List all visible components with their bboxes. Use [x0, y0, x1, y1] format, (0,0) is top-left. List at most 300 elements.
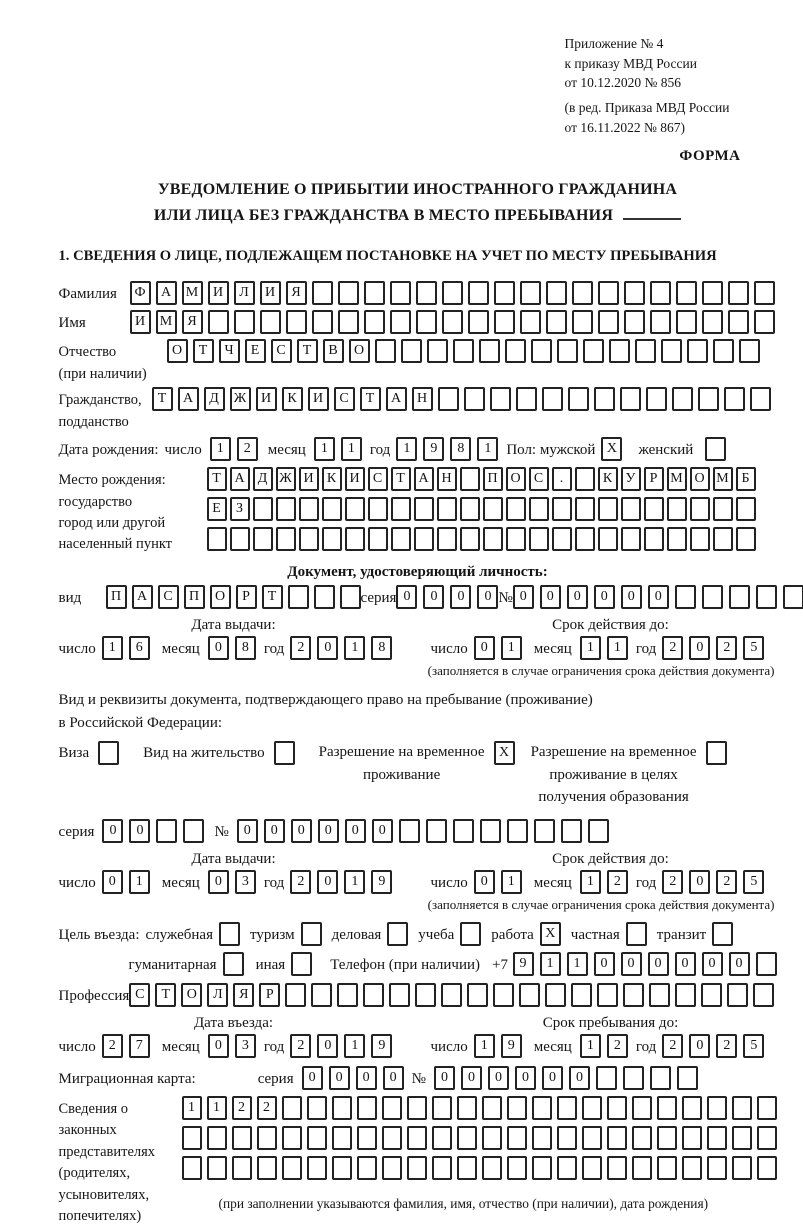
form-cell: [561, 819, 582, 843]
form-cell: [253, 527, 273, 551]
form-cell: [572, 281, 593, 305]
form-cell: И: [260, 281, 281, 305]
form-cell: 1: [567, 952, 588, 976]
form-cell: [288, 585, 309, 609]
field-patronymic: [59, 339, 777, 385]
form-cell: О: [210, 585, 231, 609]
form-cell: 0: [237, 819, 258, 843]
form-cell: [552, 527, 572, 551]
entry-date-heading: Дата въезда:: [193, 1014, 274, 1031]
form-cell: 0: [621, 952, 642, 976]
form-cell: [783, 585, 803, 609]
day-label: число: [164, 442, 202, 459]
surname-cells: [130, 281, 775, 305]
form-cell: [427, 339, 448, 363]
id-issue-year-cells: [290, 636, 392, 660]
form-cell: 2: [716, 1034, 737, 1058]
form-cell: 0: [621, 585, 642, 609]
rvp-issue-day-cells: [102, 870, 150, 894]
form-cell: [575, 497, 595, 521]
form-cell: 5: [743, 1034, 764, 1058]
purpose-study: учеба: [418, 922, 481, 946]
form-cell: 2: [662, 870, 683, 894]
visa-label: Виза: [58, 745, 90, 762]
form-cell: [757, 1156, 777, 1180]
form-cell: [453, 819, 474, 843]
form-cell: [382, 1156, 402, 1180]
form-cell: [453, 339, 474, 363]
sex-female-checkbox: [705, 437, 726, 461]
form-cell: [282, 1096, 302, 1120]
form-cell: [322, 497, 342, 521]
form-cell: С: [368, 467, 388, 491]
form-cell: [364, 310, 385, 334]
form-cell: [390, 281, 411, 305]
form-cell: П: [184, 585, 205, 609]
form-cell: [460, 497, 480, 521]
form-cell: [713, 497, 733, 521]
form-cell: [702, 310, 723, 334]
form-cell: 2: [607, 1034, 628, 1058]
form-cell: 6: [129, 636, 150, 660]
form-cell: Т: [152, 387, 173, 411]
form-cell: [701, 983, 722, 1007]
form-cell: [207, 1126, 227, 1150]
field-residence-doc-number: [59, 819, 777, 843]
form-cell: 0: [594, 585, 615, 609]
field-profession: [59, 983, 777, 1007]
form-cell: [598, 497, 618, 521]
form-cell: [457, 1096, 477, 1120]
form-cell: [675, 983, 696, 1007]
form-cell: [345, 527, 365, 551]
rvp-expiry-group: [431, 851, 791, 894]
purpose-commercial-checkbox: [387, 922, 408, 946]
form-cell: О: [349, 339, 370, 363]
form-cell: Р: [259, 983, 280, 1007]
birth-place-row3-cells: [207, 527, 756, 551]
form-cell: [416, 310, 437, 334]
form-cell: [232, 1126, 252, 1150]
form-cell: [357, 1126, 377, 1150]
form-cell: [727, 983, 748, 1007]
appendix-line-1: Приложение № 4: [564, 36, 664, 51]
form-cell: [713, 527, 733, 551]
form-cell: [597, 983, 618, 1007]
form-cell: [557, 339, 578, 363]
month-label: месяц: [533, 874, 572, 891]
form-cell: И: [208, 281, 229, 305]
form-cell: [676, 281, 697, 305]
form-cell: 0: [102, 819, 123, 843]
form-cell: [468, 281, 489, 305]
mc-number-cells: [434, 1066, 698, 1090]
id-kind-cells: [106, 585, 361, 609]
form-cell: [479, 339, 500, 363]
form-cell: 0: [208, 636, 229, 660]
form-cell: [182, 1156, 202, 1180]
month-label: месяц: [161, 640, 200, 657]
form-cell: [494, 281, 515, 305]
form-cell: [389, 983, 410, 1007]
form-cell: [650, 1066, 671, 1090]
form-cell: [732, 1126, 752, 1150]
stay-day-cells: [474, 1034, 522, 1058]
form-cell: [736, 527, 756, 551]
form-cell: [644, 527, 664, 551]
id-series-label: серия: [360, 589, 397, 606]
id-issue-group: [59, 617, 409, 660]
appendix-line-2: к приказу МВД России: [564, 55, 697, 71]
form-cell: [598, 310, 619, 334]
visa-checkbox: [98, 741, 119, 765]
residence-permit-label: Вид на жительство: [143, 745, 265, 762]
form-cell: 0: [594, 952, 615, 976]
form-cell: [624, 310, 645, 334]
temp-residence-edu-label: Разрешение на временное проживание в целях получения образования: [530, 744, 697, 806]
form-cell: [724, 387, 745, 411]
form-cell: [307, 1126, 327, 1150]
form-cell: [156, 819, 177, 843]
form-cell: 1: [344, 636, 365, 660]
form-cell: 0: [318, 819, 339, 843]
form-cell: [257, 1126, 277, 1150]
form-cell: 0: [474, 870, 495, 894]
form-cell: [661, 339, 682, 363]
form-cell: [698, 387, 719, 411]
form-cell: [183, 819, 204, 843]
phone-cells: [513, 952, 777, 976]
form-cell: [368, 497, 388, 521]
option-visa: [59, 741, 120, 765]
form-cell: [285, 983, 306, 1007]
form-cell: [635, 339, 656, 363]
form-cell: К: [322, 467, 342, 491]
form-cell: [756, 585, 777, 609]
form-cell: Т: [262, 585, 283, 609]
form-cell: [442, 310, 463, 334]
stay-month-cells: [580, 1034, 628, 1058]
residence-doc-heading: Вид и реквизиты документа, подтверждающего право на пребывание (проживание) в Российской Федерации:: [58, 691, 593, 732]
form-cell: [482, 1096, 502, 1120]
form-cell: 1: [580, 636, 601, 660]
form-cell: О: [167, 339, 188, 363]
form-cell: [757, 1126, 777, 1150]
form-cell: [582, 1096, 602, 1120]
form-cell: [575, 467, 595, 491]
form-cell: 0: [474, 636, 495, 660]
form-cell: [414, 497, 434, 521]
form-cell: Р: [644, 467, 664, 491]
form-cell: [757, 1096, 777, 1120]
residence-doc-dates: [59, 851, 777, 894]
form-cell: [707, 1126, 727, 1150]
form-cell: С: [129, 983, 150, 1007]
form-cell: 0: [208, 870, 229, 894]
form-cell: [382, 1096, 402, 1120]
purpose-transit-checkbox: [712, 922, 733, 946]
form-cell: [754, 281, 775, 305]
purpose-work: работа X: [491, 922, 561, 946]
rvp-number-label: №: [214, 823, 229, 840]
form-cell: [646, 387, 667, 411]
form-cell: [657, 1156, 677, 1180]
form-cell: [557, 1156, 577, 1180]
form-cell: Т: [207, 467, 227, 491]
entry-date-group: [59, 1015, 409, 1058]
form-cell: [542, 387, 563, 411]
form-cell: [687, 339, 708, 363]
rvp-issue-month-cells: [208, 870, 256, 894]
entry-year-cells: [290, 1034, 392, 1058]
form-cell: [507, 1126, 527, 1150]
birth-month-cells: [314, 437, 362, 461]
form-cell: 1: [477, 437, 498, 461]
phone-prefix: +7: [492, 956, 508, 973]
form-cell: [529, 527, 549, 551]
form-cell: [519, 983, 540, 1007]
purpose-private-checkbox: [626, 922, 647, 946]
form-cell: [732, 1156, 752, 1180]
form-cell: И: [299, 467, 319, 491]
form-cell: [506, 497, 526, 521]
form-cell: [568, 387, 589, 411]
form-cell: А: [156, 281, 177, 305]
birth-place-row2-cells: [207, 497, 756, 521]
form-title: [59, 177, 777, 230]
form-cell: .: [552, 467, 572, 491]
form-cell: А: [414, 467, 434, 491]
id-issue-heading: Дата выдачи:: [191, 616, 276, 633]
form-cell: [182, 1126, 202, 1150]
form-cell: [596, 1066, 617, 1090]
form-cell: [505, 339, 526, 363]
form-cell: А: [132, 585, 153, 609]
form-cell: 0: [461, 1066, 482, 1090]
mc-series-label: серия: [257, 1070, 294, 1087]
representatives-row1-cells: [182, 1096, 777, 1120]
appendix-line-3: от 10.12.2020 № 856: [564, 75, 681, 91]
form-cell: [332, 1156, 352, 1180]
form-cell: 1: [607, 636, 628, 660]
form-cell: [357, 1156, 377, 1180]
form-cell: [532, 1156, 552, 1180]
form-cell: [230, 527, 250, 551]
form-cell: [401, 339, 422, 363]
id-expiry-note: (заполняется в случае ограничения срока действия документа): [427, 662, 775, 678]
migration-card-label: Миграционная карта:: [58, 1070, 196, 1087]
rvp-series-label: серия: [58, 823, 95, 840]
day-label: число: [58, 640, 96, 657]
form-cell: В: [323, 339, 344, 363]
form-cell: [657, 1126, 677, 1150]
option-temp-residence-edu: [531, 741, 727, 809]
form-cell: [623, 983, 644, 1007]
form-cell: 9: [423, 437, 444, 461]
form-cell: Я: [182, 310, 203, 334]
form-cell: О: [181, 983, 202, 1007]
form-cell: [357, 1096, 377, 1120]
identity-doc-heading: Документ, удостоверяющий личность:: [287, 563, 548, 580]
form-cell: [520, 281, 541, 305]
field-id-doc: [59, 585, 777, 609]
form-cell: [332, 1126, 352, 1150]
form-cell: [391, 497, 411, 521]
day-label: число: [58, 874, 96, 891]
form-cell: 0: [345, 819, 366, 843]
form-cell: [442, 281, 463, 305]
form-cell: Т: [297, 339, 318, 363]
rvp-issue-group: [59, 851, 409, 894]
form-cell: 1: [501, 870, 522, 894]
form-cell: [234, 310, 255, 334]
form-cell: [756, 952, 777, 976]
form-cell: [598, 281, 619, 305]
form-cell: Т: [155, 983, 176, 1007]
form-cell: [729, 585, 750, 609]
representatives-note: (при заполнении указываются фамилия, имя, отчество (при наличии), дата рождения): [218, 1195, 709, 1211]
form-cell: 3: [235, 870, 256, 894]
form-cell: [337, 983, 358, 1007]
form-cell: М: [667, 467, 687, 491]
field-birth-date: [59, 437, 777, 461]
birth-day-cells: [210, 437, 258, 461]
form-cell: 0: [689, 1034, 710, 1058]
form-cell: 0: [317, 1034, 338, 1058]
form-cell: Н: [412, 387, 433, 411]
form-cell: Ж: [276, 467, 296, 491]
field-migration-card: [59, 1066, 777, 1090]
id-doc-dates: [59, 617, 777, 660]
form-cell: 9: [371, 870, 392, 894]
form-cell: 1: [129, 870, 150, 894]
form-cell: И: [256, 387, 277, 411]
form-cell: 2: [290, 636, 311, 660]
form-cell: 0: [450, 585, 471, 609]
representatives-row2-cells: [182, 1126, 777, 1150]
form-cell: [682, 1126, 702, 1150]
form-cell: 1: [396, 437, 417, 461]
form-cell: [493, 983, 514, 1007]
form-cell: 2: [232, 1096, 252, 1120]
form-cell: 0: [515, 1066, 536, 1090]
form-cell: [607, 1156, 627, 1180]
form-cell: [338, 310, 359, 334]
field-firstname: [59, 310, 777, 334]
form-cell: [644, 497, 664, 521]
purpose-label: Цель въезда:: [58, 926, 140, 943]
purpose-other-checkbox: [291, 952, 312, 976]
form-title-line1: УВЕДОМЛЕНИЕ О ПРИБЫТИИ ИНОСТРАННОГО ГРАЖДАНИНА: [157, 180, 678, 198]
form-cell: [257, 1156, 277, 1180]
rvp-number-cells: [237, 819, 609, 843]
form-cell: [490, 387, 511, 411]
blank-underline: [623, 217, 681, 220]
stay-year-cells: [662, 1034, 764, 1058]
form-cell: 1: [210, 437, 231, 461]
form-cell: П: [483, 467, 503, 491]
form-cell: Т: [360, 387, 381, 411]
form-cell: [546, 281, 567, 305]
form-cell: [621, 527, 641, 551]
form-cell: [657, 1096, 677, 1120]
form-cell: [438, 387, 459, 411]
form-cell: [276, 527, 296, 551]
rvp-expiry-month-cells: [580, 870, 628, 894]
form-cell: [607, 1126, 627, 1150]
form-cell: [415, 983, 436, 1007]
form-cell: 0: [488, 1066, 509, 1090]
form-cell: Е: [245, 339, 266, 363]
form-cell: 1: [474, 1034, 495, 1058]
form-cell: Ф: [130, 281, 151, 305]
form-cell: [468, 310, 489, 334]
form-cell: 1: [580, 870, 601, 894]
form-cell: [299, 527, 319, 551]
id-expiry-day-cells: [474, 636, 522, 660]
form-cell: 8: [450, 437, 471, 461]
purpose-other: иная: [256, 952, 313, 976]
form-cell: [322, 527, 342, 551]
stay-until-heading: Срок пребывания до:: [542, 1014, 679, 1031]
form-cell: [529, 497, 549, 521]
field-representatives: [59, 1096, 777, 1228]
purpose-humanitarian-checkbox: [223, 952, 244, 976]
id-expiry-month-cells: [580, 636, 628, 660]
mc-series-cells: [302, 1066, 404, 1090]
day-label: число: [430, 874, 468, 891]
year-label: год: [635, 1038, 657, 1055]
year-label: год: [635, 874, 657, 891]
form-cell: [338, 281, 359, 305]
form-cell: С: [529, 467, 549, 491]
form-cell: [571, 983, 592, 1007]
sex-male-checkbox: X: [601, 437, 622, 461]
id-number-cells: [513, 585, 803, 609]
purpose-tourism-checkbox: [301, 922, 322, 946]
form-cell: 0: [477, 585, 498, 609]
form-cell: С: [158, 585, 179, 609]
form-cell: [307, 1096, 327, 1120]
form-cell: [432, 1126, 452, 1150]
purpose-business: служебная: [145, 922, 240, 946]
form-cell: [483, 527, 503, 551]
form-cell: [282, 1126, 302, 1150]
form-cell: М: [156, 310, 177, 334]
form-cell: 1: [344, 1034, 365, 1058]
form-cell: К: [598, 467, 618, 491]
day-label: число: [58, 1038, 96, 1055]
form-cell: [632, 1156, 652, 1180]
form-cell: [583, 339, 604, 363]
form-cell: У: [621, 467, 641, 491]
form-cell: Д: [253, 467, 273, 491]
form-cell: 0: [383, 1066, 404, 1090]
section1-heading: 1. СВЕДЕНИЯ О ЛИЦЕ, ПОДЛЕЖАЩЕМ ПОСТАНОВКЕ НА УЧЕТ ПО МЕСТУ ПРЕБЫВАНИЯ: [58, 248, 717, 265]
year-label: год: [263, 874, 285, 891]
form-cell: [676, 310, 697, 334]
birth-year-cells: [396, 437, 498, 461]
form-cell: 5: [743, 870, 764, 894]
form-cell: 1: [102, 636, 123, 660]
form-cell: [739, 339, 760, 363]
form-cell: [534, 819, 555, 843]
form-cell: 5: [743, 636, 764, 660]
option-temp-residence: [319, 741, 515, 786]
purpose-tourism: туризм: [250, 922, 322, 946]
profession-cells: [129, 983, 774, 1007]
id-number-label: №: [498, 589, 513, 606]
